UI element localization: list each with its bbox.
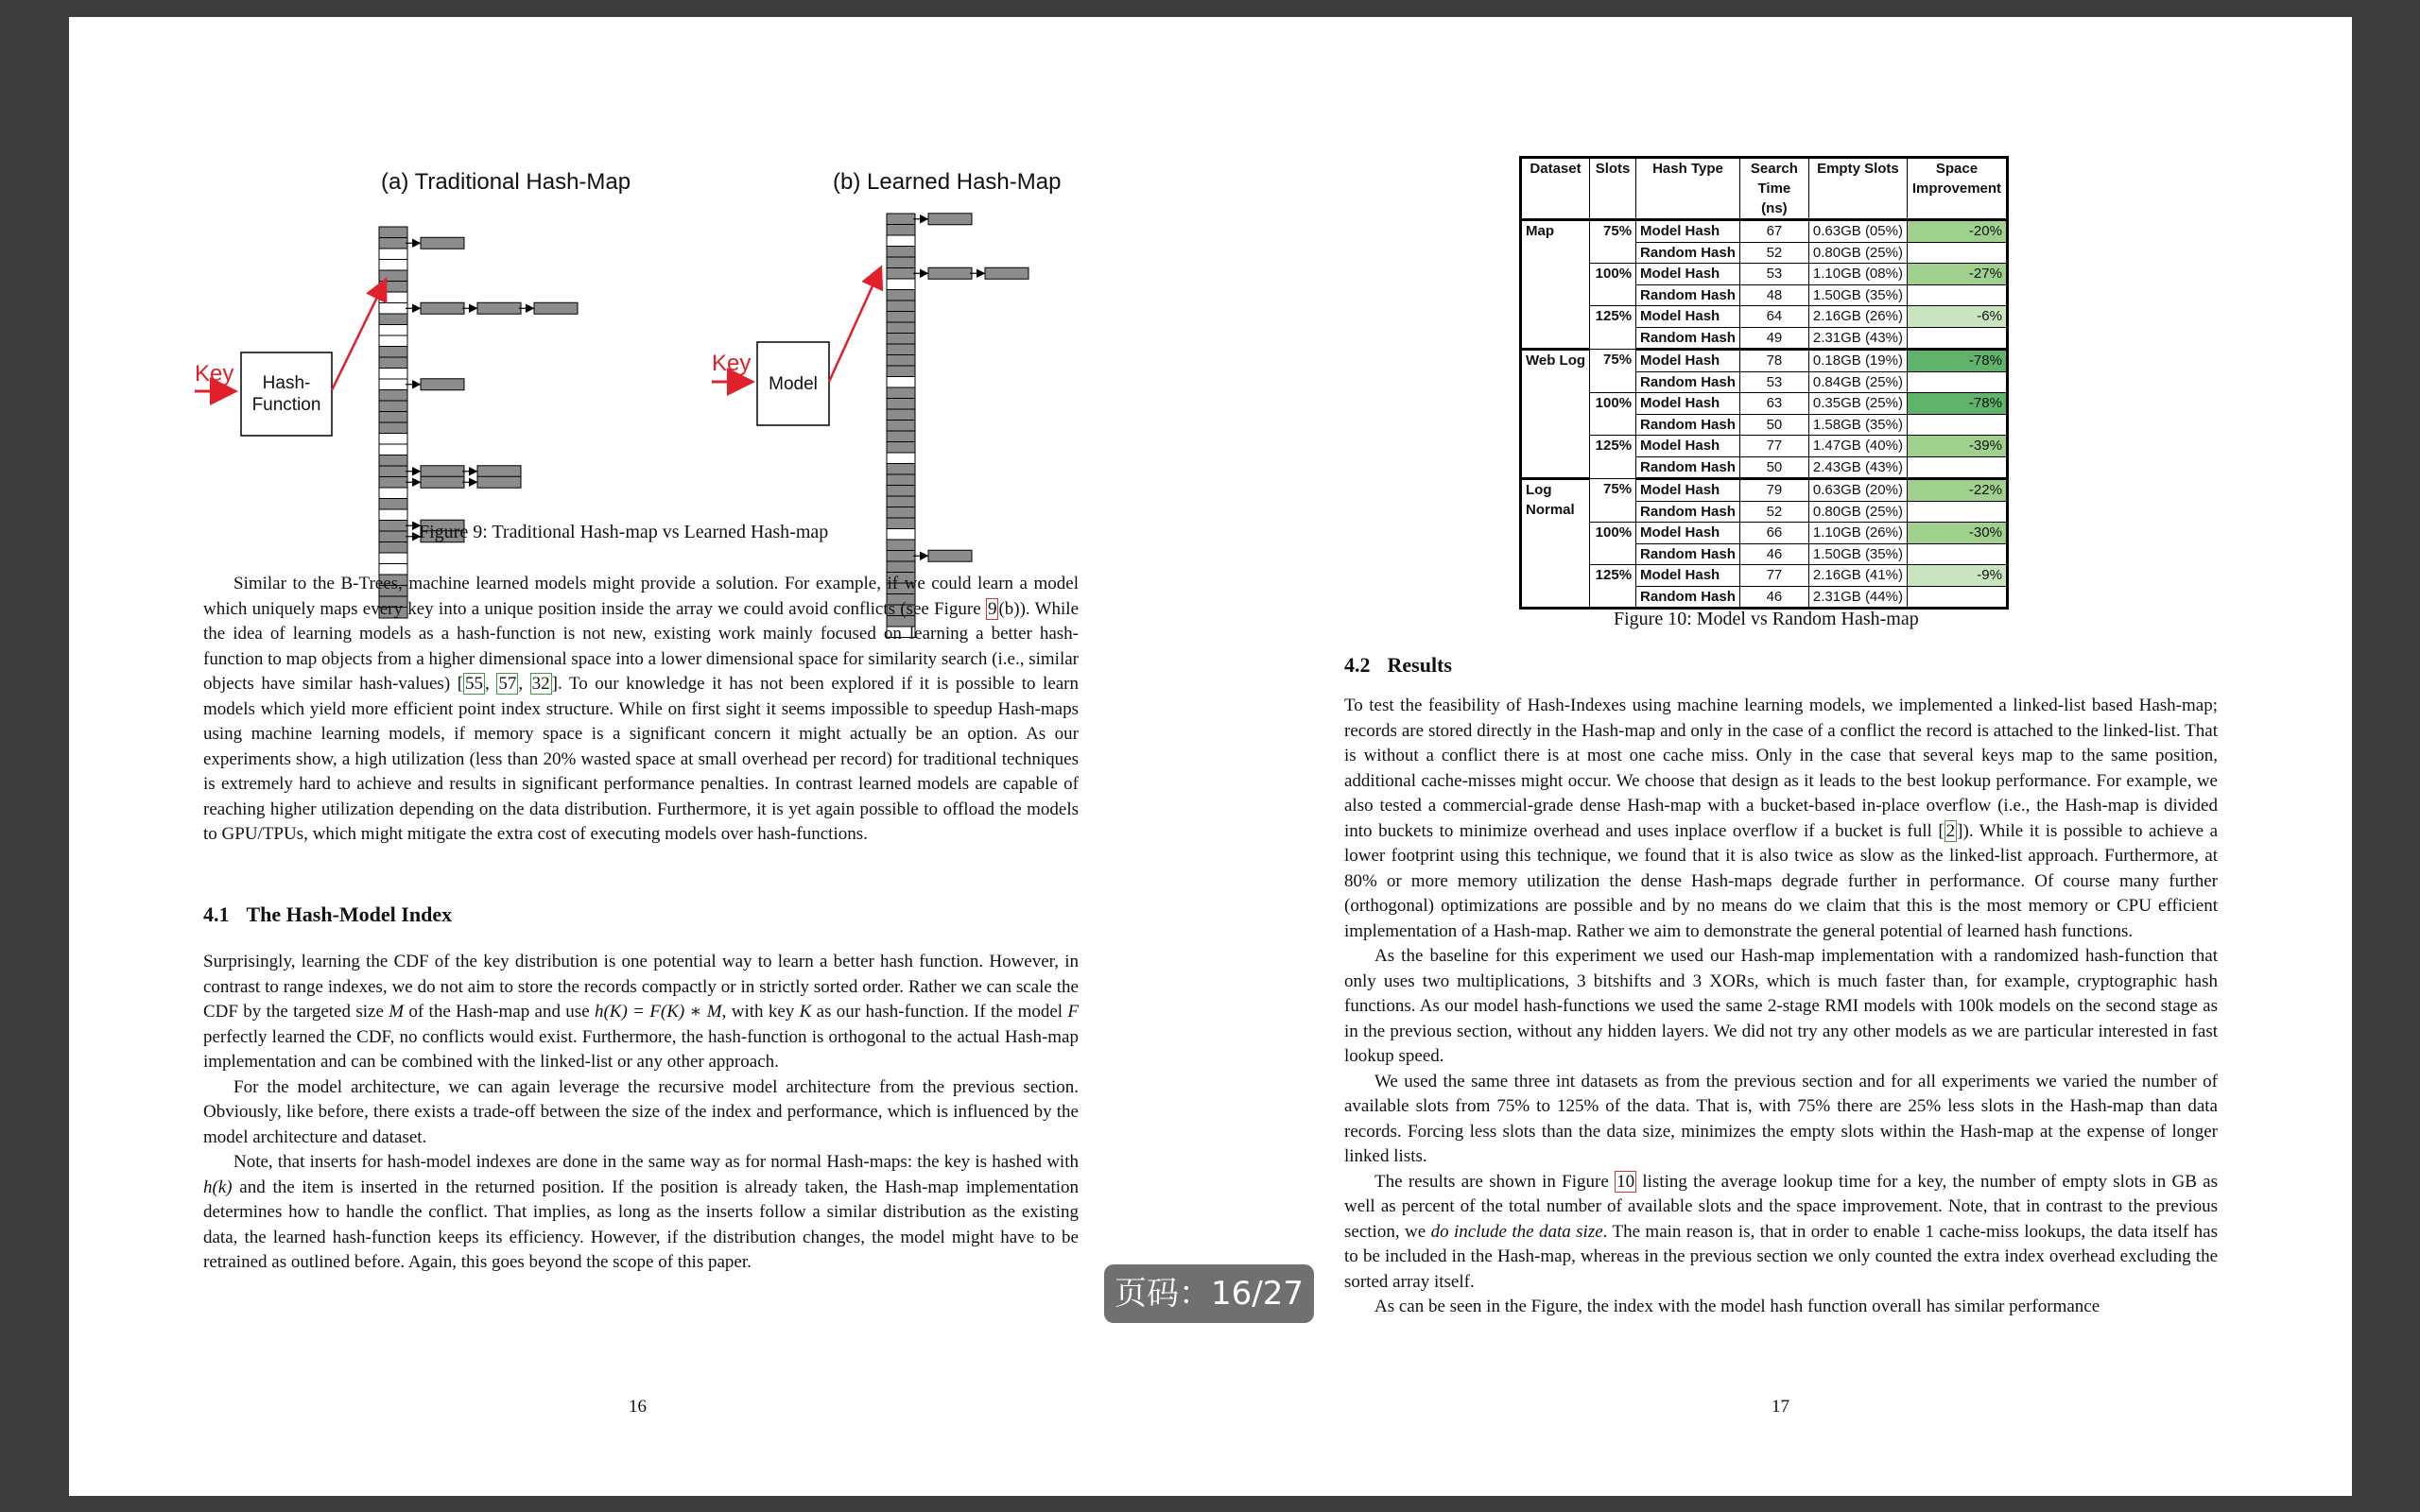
cell-search-time: 66 <box>1739 523 1808 544</box>
cell-empty-slots: 2.16GB (41%) <box>1808 565 1907 587</box>
fig9-box-a-line1: Hash- <box>262 373 311 393</box>
cell-search-time: 63 <box>1739 393 1808 415</box>
cell-empty-slots: 2.31GB (43%) <box>1808 327 1907 350</box>
hashmap-a-slot <box>379 509 407 521</box>
hashmap-a-overflow-node <box>421 302 464 314</box>
hashmap-a-slot <box>379 238 407 249</box>
hashmap-a-slot <box>379 477 407 489</box>
section-4-2-heading: 4.2 Results <box>1344 653 1452 677</box>
cell-space-improvement: -78% <box>1907 393 2007 415</box>
citation-32[interactable]: 32 <box>531 674 550 694</box>
cell-space-improvement <box>1907 242 2007 264</box>
cell-empty-slots: 1.50GB (35%) <box>1808 284 1907 306</box>
hashmap-a-overflow-node <box>421 237 464 249</box>
section-4-1-heading: 4.1 The Hash-Model Index <box>203 902 453 926</box>
citation-55[interactable]: 55 <box>465 674 484 694</box>
hashmap-a-overflow-node <box>477 466 521 477</box>
figure-10-table <box>1519 156 2009 610</box>
section-4-2-body: To test the feasibility of Hash-Indexes using machine learning models, we implemented a linked-list based Hash-map; records are stored directly in the Hash-map and only in the case of a conflict the record is attached to the linked-list. That is without a conflict there is at most one cache miss. Only in the case that several keys map to the same position, additional cache-misses might occur. We choose that design as it leads to the best lookup performance. For example, we also tested a commercial-grade dense Hash-map with a bucket-based in-place overflow (i.e., the Hash-map is divided into buckets to minimize overhead and uses inplace overflow if a bucket is full [ 2 ]). While it is possible to achieve a lower footprint using this technique, we found that it is also twice as slow as the linked-list approach. Furthermore, at 80% or more memory utilization the dense Hash-maps degrade further in performance. Of course many further (orthogonal) optimizations are possible and by no means do we claim that this is the most memory or CPU efficient implementation of a Hash-map. Rather we aim to demonstrate the general potential of learned hash functions. As the baseline for this experiment we used our Hash-map implementation with a randomized hash-function that only uses two multiplications, 3 bitshifts and 3 XORs, which is much faster than, for example, cryptographic hash functions. As our model hash-functions we used the same 2-stage RMI models with 100k models on the second stage as in the previous section, without any hidden layers. We did not try any other models as we are particular interested in fast lookup speed. We used the same three int datasets as from the previous section and for all experiments we varied the number of available slots from 75% to 125% of the data. That is, with 75% there are 25% less slots in the Hash-map than data records. Forcing less slots than the data size, minimizes the empty slots within the Hash-map at the expense of longer linked lists. The results are shown in Figure 10 listing the average lookup time for a key, the number of empty slots in GB as well as percent of the total number of available slots and the space improvement. Note, that in contrast to the previous section, we do include the data size. The main reason is, that in order to enable 1 cache-miss lookups, the data itself has to be included in the Hash-map, whereas in the previous section we only counted the extra index overhead excluding the sorted array itself. As can be seen in the Figure, the index with the model hash function overall has similar performance <box>1344 694 2218 1320</box>
cell-empty-slots: 2.43GB (43%) <box>1808 456 1907 479</box>
hashmap-a-slot <box>379 542 407 554</box>
page-left <box>69 17 1257 1496</box>
cell-dataset: Map <box>1521 220 1590 350</box>
citation-57[interactable]: 57 <box>498 674 517 694</box>
cell-hash-type: Random Hash <box>1636 371 1740 393</box>
cell-slots: 100% <box>1590 264 1636 306</box>
cell-slots: 75% <box>1590 350 1636 393</box>
cell-hash-type: Model Hash <box>1636 264 1740 285</box>
cell-empty-slots: 1.50GB (35%) <box>1808 543 1907 565</box>
fig9-box-a-line2: Function <box>251 395 321 415</box>
fig9-title-a: (a) Traditional Hash-Map <box>381 169 631 195</box>
hashmap-a-slot <box>379 270 407 282</box>
cell-hash-type: Random Hash <box>1636 414 1740 436</box>
table-row <box>1521 220 2008 243</box>
hashmap-b-slot <box>887 290 915 301</box>
cell-empty-slots: 0.35GB (25%) <box>1808 393 1907 415</box>
hashmap-a-slot <box>379 227 407 238</box>
hashmap-b-slot <box>887 268 915 280</box>
fig9-red-arrow-b <box>829 269 880 382</box>
cell-hash-type: Random Hash <box>1636 456 1740 479</box>
page-right <box>1164 17 2352 1496</box>
cell-space-improvement: -9% <box>1907 565 2007 587</box>
hashmap-b-slot <box>887 421 915 432</box>
hashmap-b-overflow-node <box>985 267 1028 279</box>
cell-empty-slots: 1.10GB (26%) <box>1808 523 1907 544</box>
hashmap-b-slot <box>887 214 915 225</box>
hashmap-b-overflow-node <box>928 550 972 561</box>
section-4-1-para-2: For the model architecture, we can again leverage the recursive model architecture from the previous section. Obviously, like before, there exists a trade-off between the size of the index and performance, which is influenced by the model architecture and dataset. <box>203 1076 1079 1147</box>
hashmap-a-overflow-node <box>477 302 521 314</box>
hashmap-a-slot <box>379 379 407 390</box>
cell-search-time: 67 <box>1739 220 1808 243</box>
hashmap-b-slot <box>887 377 915 388</box>
hashmap-a-slot <box>379 412 407 423</box>
page-number-right: 17 <box>1772 1397 1789 1417</box>
hashmap-a-slot <box>379 444 407 455</box>
cell-search-time: 52 <box>1739 242 1808 264</box>
hashmap-a-slot <box>379 335 407 347</box>
cell-space-improvement: -30% <box>1907 523 2007 544</box>
cell-empty-slots: 0.84GB (25%) <box>1808 371 1907 393</box>
hashmap-a-slot <box>379 249 407 260</box>
hashmap-b-overflow-node <box>928 267 972 279</box>
cell-hash-type: Model Hash <box>1636 523 1740 544</box>
cell-space-improvement <box>1907 456 2007 479</box>
cell-space-improvement <box>1907 414 2007 436</box>
cell-dataset: Log Normal <box>1521 479 1590 609</box>
cell-slots: 100% <box>1590 393 1636 436</box>
hashmap-b-slot <box>887 507 915 519</box>
figure-10-caption: Figure 10: Model vs Random Hash-map <box>1614 609 1919 629</box>
table-row <box>1521 264 2008 285</box>
hashmap-a-slot <box>379 401 407 412</box>
hashmap-a-overflow-node <box>477 476 521 488</box>
section-4-1-body: Surprisingly, learning the CDF of the key distribution is one potential way to learn a better hash function. However, in contrast to range indexes, we do not aim to store the records compactly or in strictly sorted order. Rather we can scale the CDF by the targeted size M of the Hash-map and use h(K) = F(K) ∗ M, with key K as our hash-function. If the model F perfectly learned the CDF, no conflicts would exist. Furthermore, the hash-function is orthogonal to the actual Hash-map implementation and can be combined with the linked-list or any other approach. For the model architecture, we can again leverage the recursive model architecture from the previous section. Obviously, like before, there exists a trade-off between the size of the index and performance, which is influenced by the model architecture and dataset. Note, that inserts for hash-model indexes are done in the same way as for normal Hash-maps: the key is hashed with h(k) and the item is inserted in the returned position. If the position is already taken, the Hash-map implementation determines how to handle the conflict. That implies, as long as the inserts follow a similar distribution as the existing data, the learned hash-function keeps its efficiency. However, if the distribution changes, the model might have to be retrained as outlined before. Again, this goes beyond the scope of this paper. <box>203 952 1080 1272</box>
cell-empty-slots: 0.80GB (25%) <box>1808 501 1907 523</box>
citation-2[interactable]: 2 <box>1945 820 1956 841</box>
hashmap-b-slot <box>887 387 915 399</box>
table-row <box>1521 479 2008 502</box>
cell-search-time: 53 <box>1739 264 1808 285</box>
hashmap-a-slot <box>379 325 407 336</box>
cell-search-time: 49 <box>1739 327 1808 350</box>
ref-figure-9[interactable]: 9 <box>987 598 997 619</box>
hashmap-b-slot <box>887 474 915 486</box>
cell-space-improvement <box>1907 586 2007 609</box>
hashmap-b-slot <box>887 409 915 421</box>
hashmap-b-slot <box>887 442 915 454</box>
cell-space-improvement <box>1907 284 2007 306</box>
cell-hash-type: Random Hash <box>1636 501 1740 523</box>
cell-hash-type: Random Hash <box>1636 242 1740 264</box>
table-row <box>1521 436 2008 457</box>
ref-figure-10[interactable]: 10 <box>1616 1171 1635 1192</box>
cell-search-time: 78 <box>1739 350 1808 372</box>
cell-slots: 125% <box>1590 306 1636 350</box>
table-row <box>1521 523 2008 544</box>
hashmap-a-slot <box>379 369 407 380</box>
cell-search-time: 77 <box>1739 436 1808 457</box>
cell-slots: 125% <box>1590 565 1636 609</box>
hashmap-b-slot <box>887 431 915 442</box>
hashmap-a-slot <box>379 260 407 271</box>
cell-hash-type: Model Hash <box>1636 306 1740 328</box>
cell-hash-type: Model Hash <box>1636 220 1740 243</box>
hashmap-a-slot <box>379 553 407 564</box>
cell-empty-slots: 1.47GB (40%) <box>1808 436 1907 457</box>
fig9-red-arrow-a <box>332 282 385 390</box>
cell-search-time: 50 <box>1739 414 1808 436</box>
hashmap-b-slot <box>887 334 915 345</box>
page-number-left: 16 <box>629 1397 647 1417</box>
cell-empty-slots: 0.18GB (19%) <box>1808 350 1907 372</box>
cell-search-time: 46 <box>1739 543 1808 565</box>
hashmap-a-slot <box>379 455 407 467</box>
hashmap-b-slot <box>887 496 915 507</box>
hashmap-b-slot <box>887 225 915 236</box>
cell-space-improvement: -6% <box>1907 306 2007 328</box>
table-row <box>1521 565 2008 587</box>
table-row <box>1521 350 2008 372</box>
cell-space-improvement <box>1907 371 2007 393</box>
cell-slots: 125% <box>1590 436 1636 479</box>
cell-empty-slots: 1.58GB (35%) <box>1808 414 1907 436</box>
hashmap-a-slot <box>379 422 407 434</box>
hashmap-b-slot <box>887 486 915 497</box>
cell-space-improvement: -22% <box>1907 479 2007 502</box>
cell-hash-type: Model Hash <box>1636 350 1740 372</box>
hashmap-a-overflow-node <box>534 302 578 314</box>
hashmap-b-slot <box>887 322 915 334</box>
cell-slots: 75% <box>1590 220 1636 264</box>
cell-hash-type: Model Hash <box>1636 436 1740 457</box>
hashmap-a-slot <box>379 292 407 303</box>
cell-hash-type: Model Hash <box>1636 479 1740 502</box>
cell-empty-slots: 1.10GB (08%) <box>1808 264 1907 285</box>
table-row <box>1521 393 2008 415</box>
cell-hash-type: Model Hash <box>1636 565 1740 587</box>
cell-empty-slots: 0.63GB (05%) <box>1808 220 1907 243</box>
col-space-improvement: Space Improvement <box>1907 158 2007 220</box>
hashmap-a-slot <box>379 303 407 315</box>
table-header-row <box>1521 158 2008 220</box>
cell-hash-type: Random Hash <box>1636 284 1740 306</box>
hashmap-a-slot <box>379 390 407 402</box>
hashmap-b-slot <box>887 235 915 247</box>
cell-search-time: 50 <box>1739 456 1808 479</box>
fig9-key-label-b: Key <box>712 351 752 376</box>
cell-hash-type: Random Hash <box>1636 543 1740 565</box>
cell-dataset: Web Log <box>1521 350 1590 479</box>
hashmap-b-slot <box>887 464 915 475</box>
section-4-2-para-2: As the baseline for this experiment we used our Hash-map implementation with a randomized hash-function that only uses two multiplications, 3 bitshifts and 3 XORs, which is much faster than, for example, cryptographic hash functions. As our model hash-functions we used the same 2-stage RMI models with 100k models on the second stage as in the previous section, without any hidden layers. We did not try any other models as we are particular interested in fast lookup speed. <box>1344 946 2218 1066</box>
hashmap-a-slot <box>379 466 407 477</box>
hashmap-b-slot <box>887 312 915 323</box>
cell-empty-slots: 0.80GB (25%) <box>1808 242 1907 264</box>
cell-space-improvement <box>1907 327 2007 350</box>
cell-hash-type: Random Hash <box>1636 327 1740 350</box>
fig9-hash-function-box <box>241 352 332 436</box>
cell-hash-type: Random Hash <box>1636 586 1740 609</box>
cell-space-improvement <box>1907 501 2007 523</box>
figure-9-caption: Figure 9: Traditional Hash-map vs Learned Hash-map <box>419 522 829 542</box>
col-slots: Slots <box>1590 158 1636 220</box>
figure-9-diagram <box>195 149 1071 537</box>
col-empty-slots: Empty Slots <box>1808 158 1907 220</box>
hashmap-b-slot <box>887 355 915 367</box>
hashmap-a-overflow-node <box>421 466 464 477</box>
hashmap-b-slot <box>887 344 915 355</box>
col-hash-type: Hash Type <box>1636 158 1740 220</box>
cell-space-improvement: -78% <box>1907 350 2007 372</box>
intro-paragraph: Similar to the B-Trees, machine learned models might provide a solution. For example, if we could learn a model which uniquely maps every key into a unique position inside the array we could avoid conflicts (see Figure 9 (b)). While the idea of learning models as a hash-function is not new, existing work mainly focused on learning a better hash-function to map objects from a higher dimensional space into a lower dimensional space for similarity search (i.e., similar objects have similar hash-values) [ 55 , 57 , 32 ]. To our knowledge it has not been explored if it is possible to learn models which yield more efficient point index structure. While on first sight it seems impossible to speedup Hash-maps using machine learning models, if memory space is a significant concern it might actually be an option. As our experiments show, a high utilization (less than 20% wasted space at small overhead per record) for traditional techniques is extremely hard to achieve and results in significant performance penalties. In contrast learned models are capable of reaching higher utilization depending on the data distribution. Furthermore, it is yet again possible to offload the models to GPU/TPUs, which might mitigate the extra cost of executing models over hash-functions. <box>203 574 1080 844</box>
cell-empty-slots: 2.16GB (26%) <box>1808 306 1907 328</box>
section-4-2-para-5: As can be seen in the Figure, the index with the model hash function overall has similar performance <box>1374 1297 2100 1316</box>
hashmap-b-slot <box>887 279 915 290</box>
cell-empty-slots: 2.31GB (44%) <box>1808 586 1907 609</box>
hashmap-b-slot <box>887 399 915 410</box>
hashmap-a-overflow-node <box>421 379 464 390</box>
cell-slots: 100% <box>1590 523 1636 565</box>
hashmap-b-overflow-node <box>928 214 972 225</box>
page-indicator-badge: 页码：16/27 <box>1104 1264 1314 1323</box>
hashmap-a-overflow-node <box>421 476 464 488</box>
cell-hash-type: Model Hash <box>1636 393 1740 415</box>
table-body <box>1521 220 2008 609</box>
cell-space-improvement: -20% <box>1907 220 2007 243</box>
hashmap-b-slot <box>887 366 915 377</box>
hashmap-b-slot <box>887 561 915 573</box>
hashmap-b-slot <box>887 257 915 268</box>
fig9-traditional-hashmap <box>379 227 578 618</box>
hashmap-a-slot <box>379 434 407 445</box>
hashmap-a-slot <box>379 488 407 499</box>
fig9-box-b: Model <box>769 374 818 394</box>
hashmap-b-slot <box>887 453 915 464</box>
hashmap-b-slot <box>887 301 915 312</box>
cell-search-time: 53 <box>1739 371 1808 393</box>
cell-search-time: 46 <box>1739 586 1808 609</box>
cell-search-time: 48 <box>1739 284 1808 306</box>
cell-search-time: 52 <box>1739 501 1808 523</box>
hashmap-b-slot <box>887 551 915 562</box>
section-4-2-para-3: We used the same three int datasets as from the previous section and for all experiments we varied the number of available slots from 75% to 125% of the data. That is, with 75% there are 25% less slots in the Hash-map than data records. Forcing less slots than the data size, minimizes the empty slots within the Hash-map at the expense of longer linked lists. <box>1344 1071 2218 1166</box>
hashmap-a-slot <box>379 347 407 358</box>
fig9-title-b: (b) Learned Hash-Map <box>833 169 1062 195</box>
fig9-key-label-a: Key <box>195 361 234 387</box>
cell-empty-slots: 0.63GB (20%) <box>1808 479 1907 502</box>
cell-search-time: 64 <box>1739 306 1808 328</box>
table-row <box>1521 306 2008 328</box>
hashmap-a-slot <box>379 357 407 369</box>
cell-slots: 75% <box>1590 479 1636 523</box>
cell-space-improvement <box>1907 543 2007 565</box>
cell-search-time: 77 <box>1739 565 1808 587</box>
cell-space-improvement: -39% <box>1907 436 2007 457</box>
hashmap-a-slot <box>379 499 407 510</box>
hashmap-a-slot <box>379 314 407 325</box>
hashmap-b-slot <box>887 247 915 258</box>
col-search-time: Search Time (ns) <box>1739 158 1808 220</box>
cell-space-improvement: -27% <box>1907 264 2007 285</box>
col-dataset: Dataset <box>1521 158 1590 220</box>
cell-search-time: 79 <box>1739 479 1808 502</box>
